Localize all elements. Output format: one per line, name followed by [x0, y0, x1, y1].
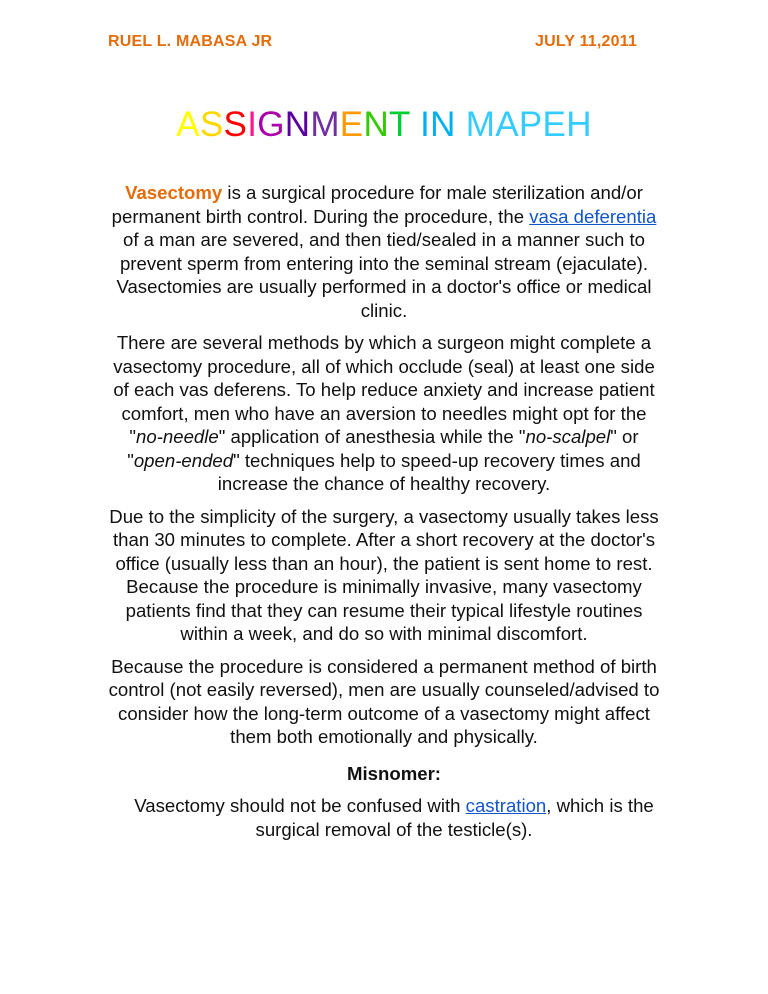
title-letter: H	[566, 105, 592, 144]
title-letter: N	[363, 105, 390, 144]
paragraph-text: , which is the surgical removal of the testicle(s).	[255, 795, 654, 840]
title-letter: S	[223, 105, 248, 144]
title-letter: E	[542, 105, 567, 144]
assignment-date: JULY 11,2011	[535, 33, 638, 50]
paragraph-simplicity: Due to the simplicity of the surgery, a vasectomy usually takes less than 30 minutes to complete. After a short recovery at the doctor's office (usually less than an hour), the patient is sent home to rest. Because the procedure is minimally invasive, many vasectomy patients find that they can resume their typical lifestyle routines within a week, and do so with minimal discomfort.	[109, 505, 659, 644]
italic-term: open-ended	[133, 449, 234, 471]
title-letter: N	[430, 105, 456, 144]
paragraph-text: Vasectomy should not be confused with	[134, 795, 466, 816]
title-letter: E	[339, 105, 364, 144]
italic-term: no-scalpel	[525, 426, 611, 447]
paragraph-text: There are several methods by which a surgeon might complete a vasectomy procedure, all of which occlude (seal) at least one side of each vas deferens. To help reduce anxiety and increase patient comfort, men who have an aversion to needles might opt for the "	[113, 332, 655, 447]
title-letter: G	[257, 105, 285, 144]
title-letter	[456, 105, 466, 144]
paragraph-definition	[108, 181, 660, 322]
paragraph-text: of a man are severed, and then tied/sealed in a manner such to prevent sperm from entering into the seminal stream (ejaculate). Vasectomies are usually performed in a doctor's office or medical clinic.	[116, 229, 652, 321]
title-letter: A	[176, 105, 200, 144]
link-vasa-deferentia[interactable]: vasa deferentia	[529, 205, 657, 227]
term-vasectomy: Vasectomy	[125, 182, 223, 203]
document-body	[108, 181, 660, 850]
title-letter: P	[518, 105, 543, 144]
title-letter: A	[495, 105, 519, 144]
title-letter: S	[199, 105, 224, 144]
link-castration[interactable]: castration	[465, 795, 547, 816]
italic-term: no-needle	[136, 426, 219, 447]
paragraph-text: " application of anesthesia while the "	[218, 426, 526, 447]
title-letter: I	[247, 105, 258, 144]
title-letter	[410, 105, 420, 144]
author-name: RUEL L. MABASA JR	[108, 33, 273, 50]
title-letter: T	[389, 105, 411, 144]
page-title	[0, 104, 768, 146]
paragraph-text: " techniques help to speed-up recovery times and increase the chance of healthy recovery.	[217, 449, 641, 494]
title-letter: M	[310, 105, 340, 144]
paragraph-methods	[108, 331, 660, 496]
misnomer-heading: Misnomer:	[346, 762, 441, 784]
paragraph-text: is a surgical procedure for male sterilization and/or permanent birth control. During the procedure, the	[111, 182, 643, 227]
title-letter: N	[284, 105, 311, 144]
paragraph-permanence: Because the procedure is considered a permanent method of birth control (not easily reversed), men are usually counseled/advised to consider how the long-term outcome of a vasectomy might affect them both emotionally and physically.	[108, 655, 660, 747]
misnomer-text	[108, 794, 660, 841]
paragraph-text: " or "	[127, 426, 639, 471]
title-letter: I	[420, 105, 431, 144]
title-letter: M	[465, 105, 496, 144]
